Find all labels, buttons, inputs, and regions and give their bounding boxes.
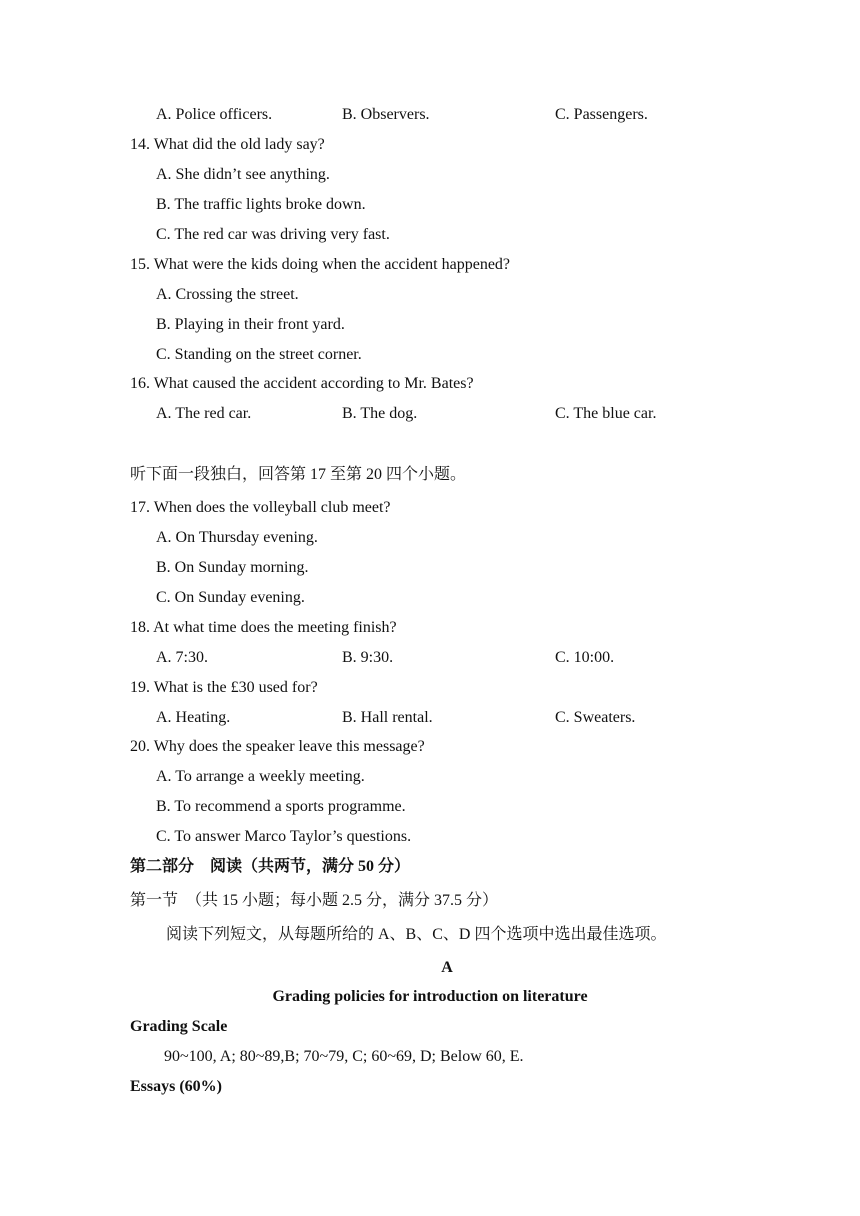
q14-option-c: C. The red car was driving very fast. [156, 226, 390, 243]
q15-option-c: C. Standing on the street corner. [156, 346, 362, 363]
q13-option-b: B. Observers. [342, 106, 430, 123]
grading-scale-heading: Grading Scale [130, 1018, 228, 1035]
q13-option-a: A. Police officers. [156, 106, 273, 123]
q13-option-c: C. Passengers. [555, 106, 648, 123]
essays-heading: Essays (60%) [130, 1078, 223, 1095]
reading-instruction: 阅读下列短文，从每题所给的 A、B、C、D 四个选项中选出最佳选项。 [166, 926, 667, 943]
q14-option-b: B. The traffic lights broke down. [156, 196, 366, 213]
q19-option-b: B. Hall rental. [342, 709, 433, 726]
q17-option-b: B. On Sunday morning. [156, 559, 309, 576]
passage-letter: A [441, 959, 453, 976]
q17-question: 17. When does the volleyball club meet? [130, 499, 391, 516]
q17-option-a: A. On Thursday evening. [156, 529, 318, 546]
grading-scale-text: 90~100, A; 80~89,B; 70~79, C; 60~69, D; Below 60, E. [164, 1048, 524, 1065]
q19-option-c: C. Sweaters. [555, 709, 636, 726]
q20-option-b: B. To recommend a sports programme. [156, 798, 406, 815]
q20-option-a: A. To arrange a weekly meeting. [156, 768, 365, 785]
q15-option-b: B. Playing in their front yard. [156, 316, 345, 333]
q18-option-b: B. 9:30. [342, 649, 394, 666]
q15-option-a: A. Crossing the street. [156, 286, 299, 303]
q14-option-a: A. She didn’t see anything. [156, 166, 330, 183]
monologue-instruction: 听下面一段独白，回答第 17 至第 20 四个小题。 [130, 466, 467, 483]
q20-option-c: C. To answer Marco Taylor’s questions. [156, 828, 412, 845]
q16-option-c: C. The blue car. [555, 405, 657, 422]
q14-question: 14. What did the old lady say? [130, 136, 325, 153]
q16-question: 16. What caused the accident according to Mr. Bates? [130, 375, 474, 392]
passage-title: Grading policies for introduction on literature [272, 988, 588, 1005]
section1-heading: 第一节 （共 15 小题；每小题 2.5 分，满分 37.5 分） [130, 892, 499, 909]
q18-option-c: C. 10:00. [555, 649, 615, 666]
q20-question: 20. Why does the speaker leave this message? [130, 738, 425, 755]
q19-question: 19. What is the £30 used for? [130, 679, 318, 696]
q17-option-c: C. On Sunday evening. [156, 589, 305, 606]
q18-option-a: A. 7:30. [156, 649, 208, 666]
q16-option-a: A. The red car. [156, 405, 252, 422]
part2-heading: 第二部分 阅读（共两节，满分 50 分） [130, 858, 411, 875]
q16-option-b: B. The dog. [342, 405, 418, 422]
q15-question: 15. What were the kids doing when the accident happened? [130, 256, 511, 273]
q18-question: 18. At what time does the meeting finish? [130, 619, 397, 636]
q19-option-a: A. Heating. [156, 709, 231, 726]
